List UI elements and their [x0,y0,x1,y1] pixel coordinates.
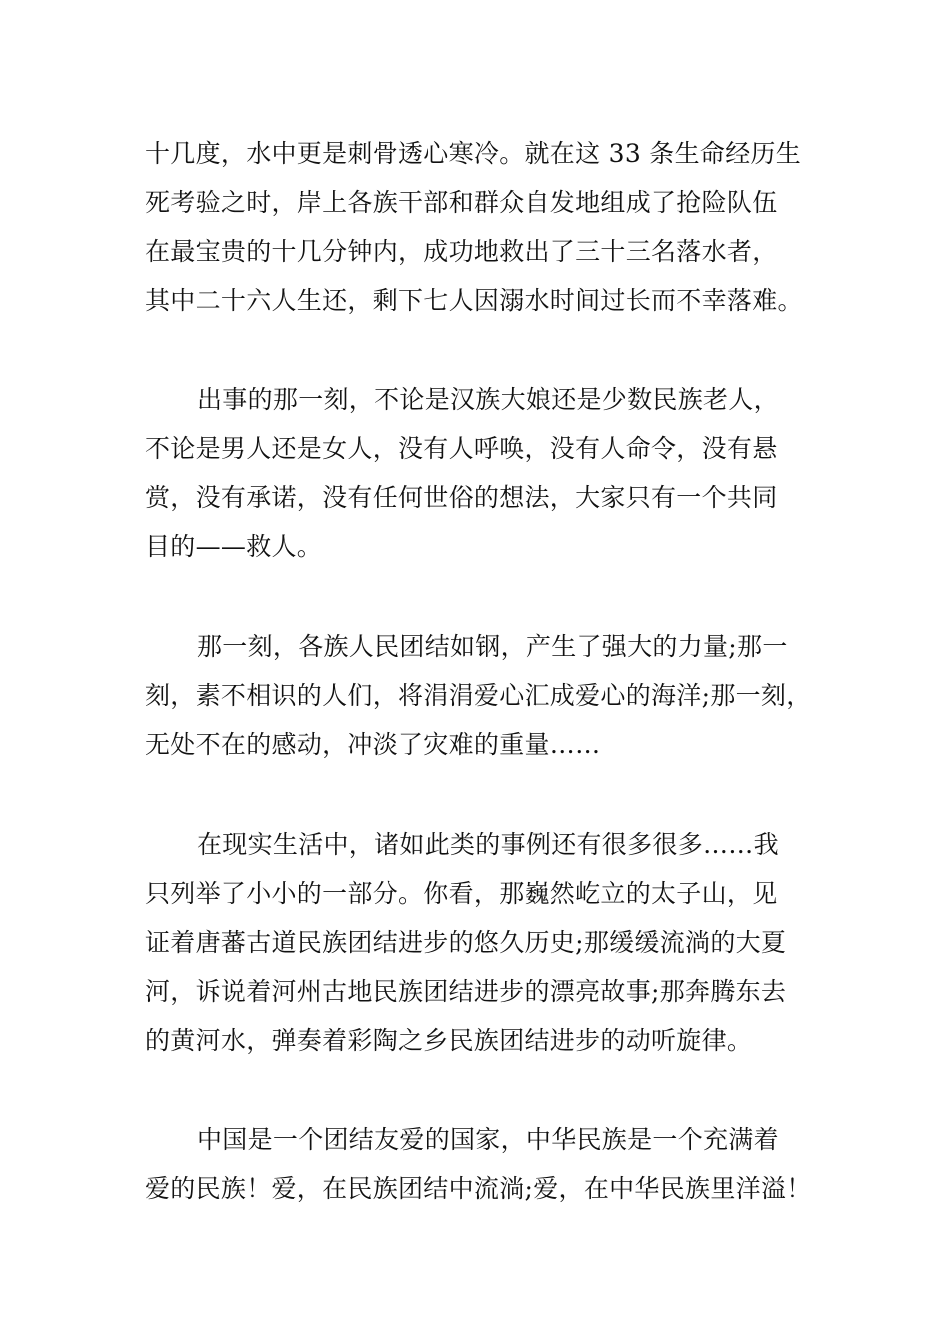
text-line: 其中二十六人生还，剩下七人因溺水时间过长而不幸落难。 [145,286,803,315]
text-line: 十几度，水中更是刺骨透心寒冷。就在这 33 条生命经历生 [145,139,802,168]
text-line: 目的——救人。 [145,532,323,561]
text-line: 赏，没有承诺，没有任何世俗的想法，大家只有一个共同 [145,483,778,512]
text-line: 中国是一个团结友爱的国家，中华民族是一个充满着 [197,1125,779,1154]
text-line: 证着唐蕃古道民族团结进步的悠久历史;那缓缓流淌的大夏 [145,928,787,957]
text-line: 河，诉说着河州古地民族团结进步的漂亮故事;那奔腾东去 [145,977,787,1006]
text-line: 无处不在的感动，冲淡了灾难的重量…… [145,730,601,759]
paragraph-that-moment [145,622,825,769]
text-line: 不论是男人还是女人，没有人呼唤，没有人命令，没有悬 [145,434,778,463]
paragraph-conclusion [145,1115,825,1213]
text-line: 死考验之时，岸上各族干部和群众自发地组成了抢险队伍 [145,188,778,217]
text-line: 只列举了小小的一部分。你看，那巍然屹立的太子山，见 [145,879,778,908]
text-line: 刻，素不相识的人们，将涓涓爱心汇成爱心的海洋;那一刻， [145,681,812,710]
text-line: 在最宝贵的十几分钟内，成功地救出了三十三名落水者， [145,237,778,266]
text-line: 在现实生活中，诸如此类的事例还有很多很多……我 [197,830,779,859]
paragraph-real-life-examples [145,820,825,1065]
text-line: 那一刻，各族人民团结如钢，产生了强大的力量;那一 [197,632,788,661]
paragraph-moment-of-accident [145,375,825,571]
text-line: 出事的那一刻，不论是汉族大娘还是少数民族老人， [197,385,779,414]
paragraph-rescue-account [145,129,825,325]
text-line: 爱的民族！爱，在民族团结中流淌;爱，在中华民族里洋溢！ [145,1174,812,1203]
text-line: 的黄河水，弹奏着彩陶之乡民族团结进步的动听旋律。 [145,1026,753,1055]
